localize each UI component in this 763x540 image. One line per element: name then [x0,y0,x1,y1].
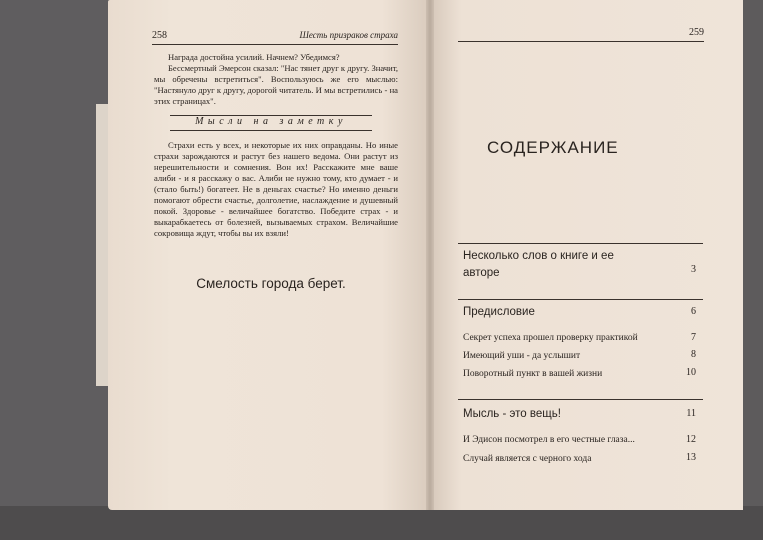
notes-heading: Мысли на заметку [195,116,347,127]
notes-rule-bottom [170,130,372,131]
toc-entry-page: 10 [686,367,696,378]
toc-title: СОДЕРЖАНИЕ [487,138,619,157]
book-gutter [426,0,434,510]
slogan: Смелость города берет. [196,276,346,291]
intro-paragraph: Награда достойна усилий. Начнем? Убедимся? [168,52,340,62]
notes-text [154,140,398,239]
left-page-header [152,30,398,45]
toc-rule [458,243,703,244]
toc-entry-title: И Эдисон посмотрел в его честные глаза... [463,435,635,445]
left-page-number: 258 [152,30,167,41]
toc-entry-title: Секрет успеха прошел проверку практикой [463,333,638,343]
background-bottom [0,506,763,540]
background-left [0,0,110,540]
toc-section-title: Предисловие [463,306,535,318]
toc-rule [458,399,703,400]
toc-entry-page: 12 [686,434,696,445]
toc-entry-title: Поворотный пункт в вашей жизни [463,369,603,379]
toc-section-page: 3 [691,264,696,275]
toc-section-page: 6 [691,306,696,317]
toc-section-title: Несколько слов о книге и ее авторе [463,250,614,279]
toc-entry-page: 7 [691,332,696,343]
intro-paragraph: Бессмертный Эмерсон сказал: "Нас тянет друг к другу. Значит, мы обречены встретиться". Воспользуюсь же его мыслью: "Настянуло друг к другу, дорогой читатель. И мы встретились - на этих страницах". [154,63,398,106]
toc-section-title: Мысль - это вещь! [463,408,561,420]
right-page-header [458,27,704,42]
toc-entry-page: 13 [686,452,696,463]
toc-entry-page: 8 [691,349,696,360]
toc-rule [458,299,703,300]
toc-entry-title: Имеющий уши - да услышит [463,351,581,361]
toc-entry-title: Случай является с черного хода [463,454,592,464]
right-page-number: 259 [689,27,704,38]
running-head: Шесть призраков страха [299,30,398,40]
intro-text [154,52,398,107]
notes-paragraph: Страхи есть у всех, и некоторые их них оправданы. Но иные страхи зарождаются и растут без нашего ведома. Они растут из нерешительности и сомнения. Вон их! Расскажите мне ваше алиби - и я расскажу о вас. Алиби не нужно тому, кто думает - и (стало быть!) богатеет. Не в деньгах счастье? Но именно деньги помогают обрести счастье, долголетие, наслаждение и душевный покой. Здоровье - величайшее богатство. Победите страх - и выкарабкаетесь от болезней, вызываемых страхом. Величайшие сокровища ждут, чтобы вы их взяли! [154,140,398,238]
toc-section-page: 11 [686,408,696,419]
